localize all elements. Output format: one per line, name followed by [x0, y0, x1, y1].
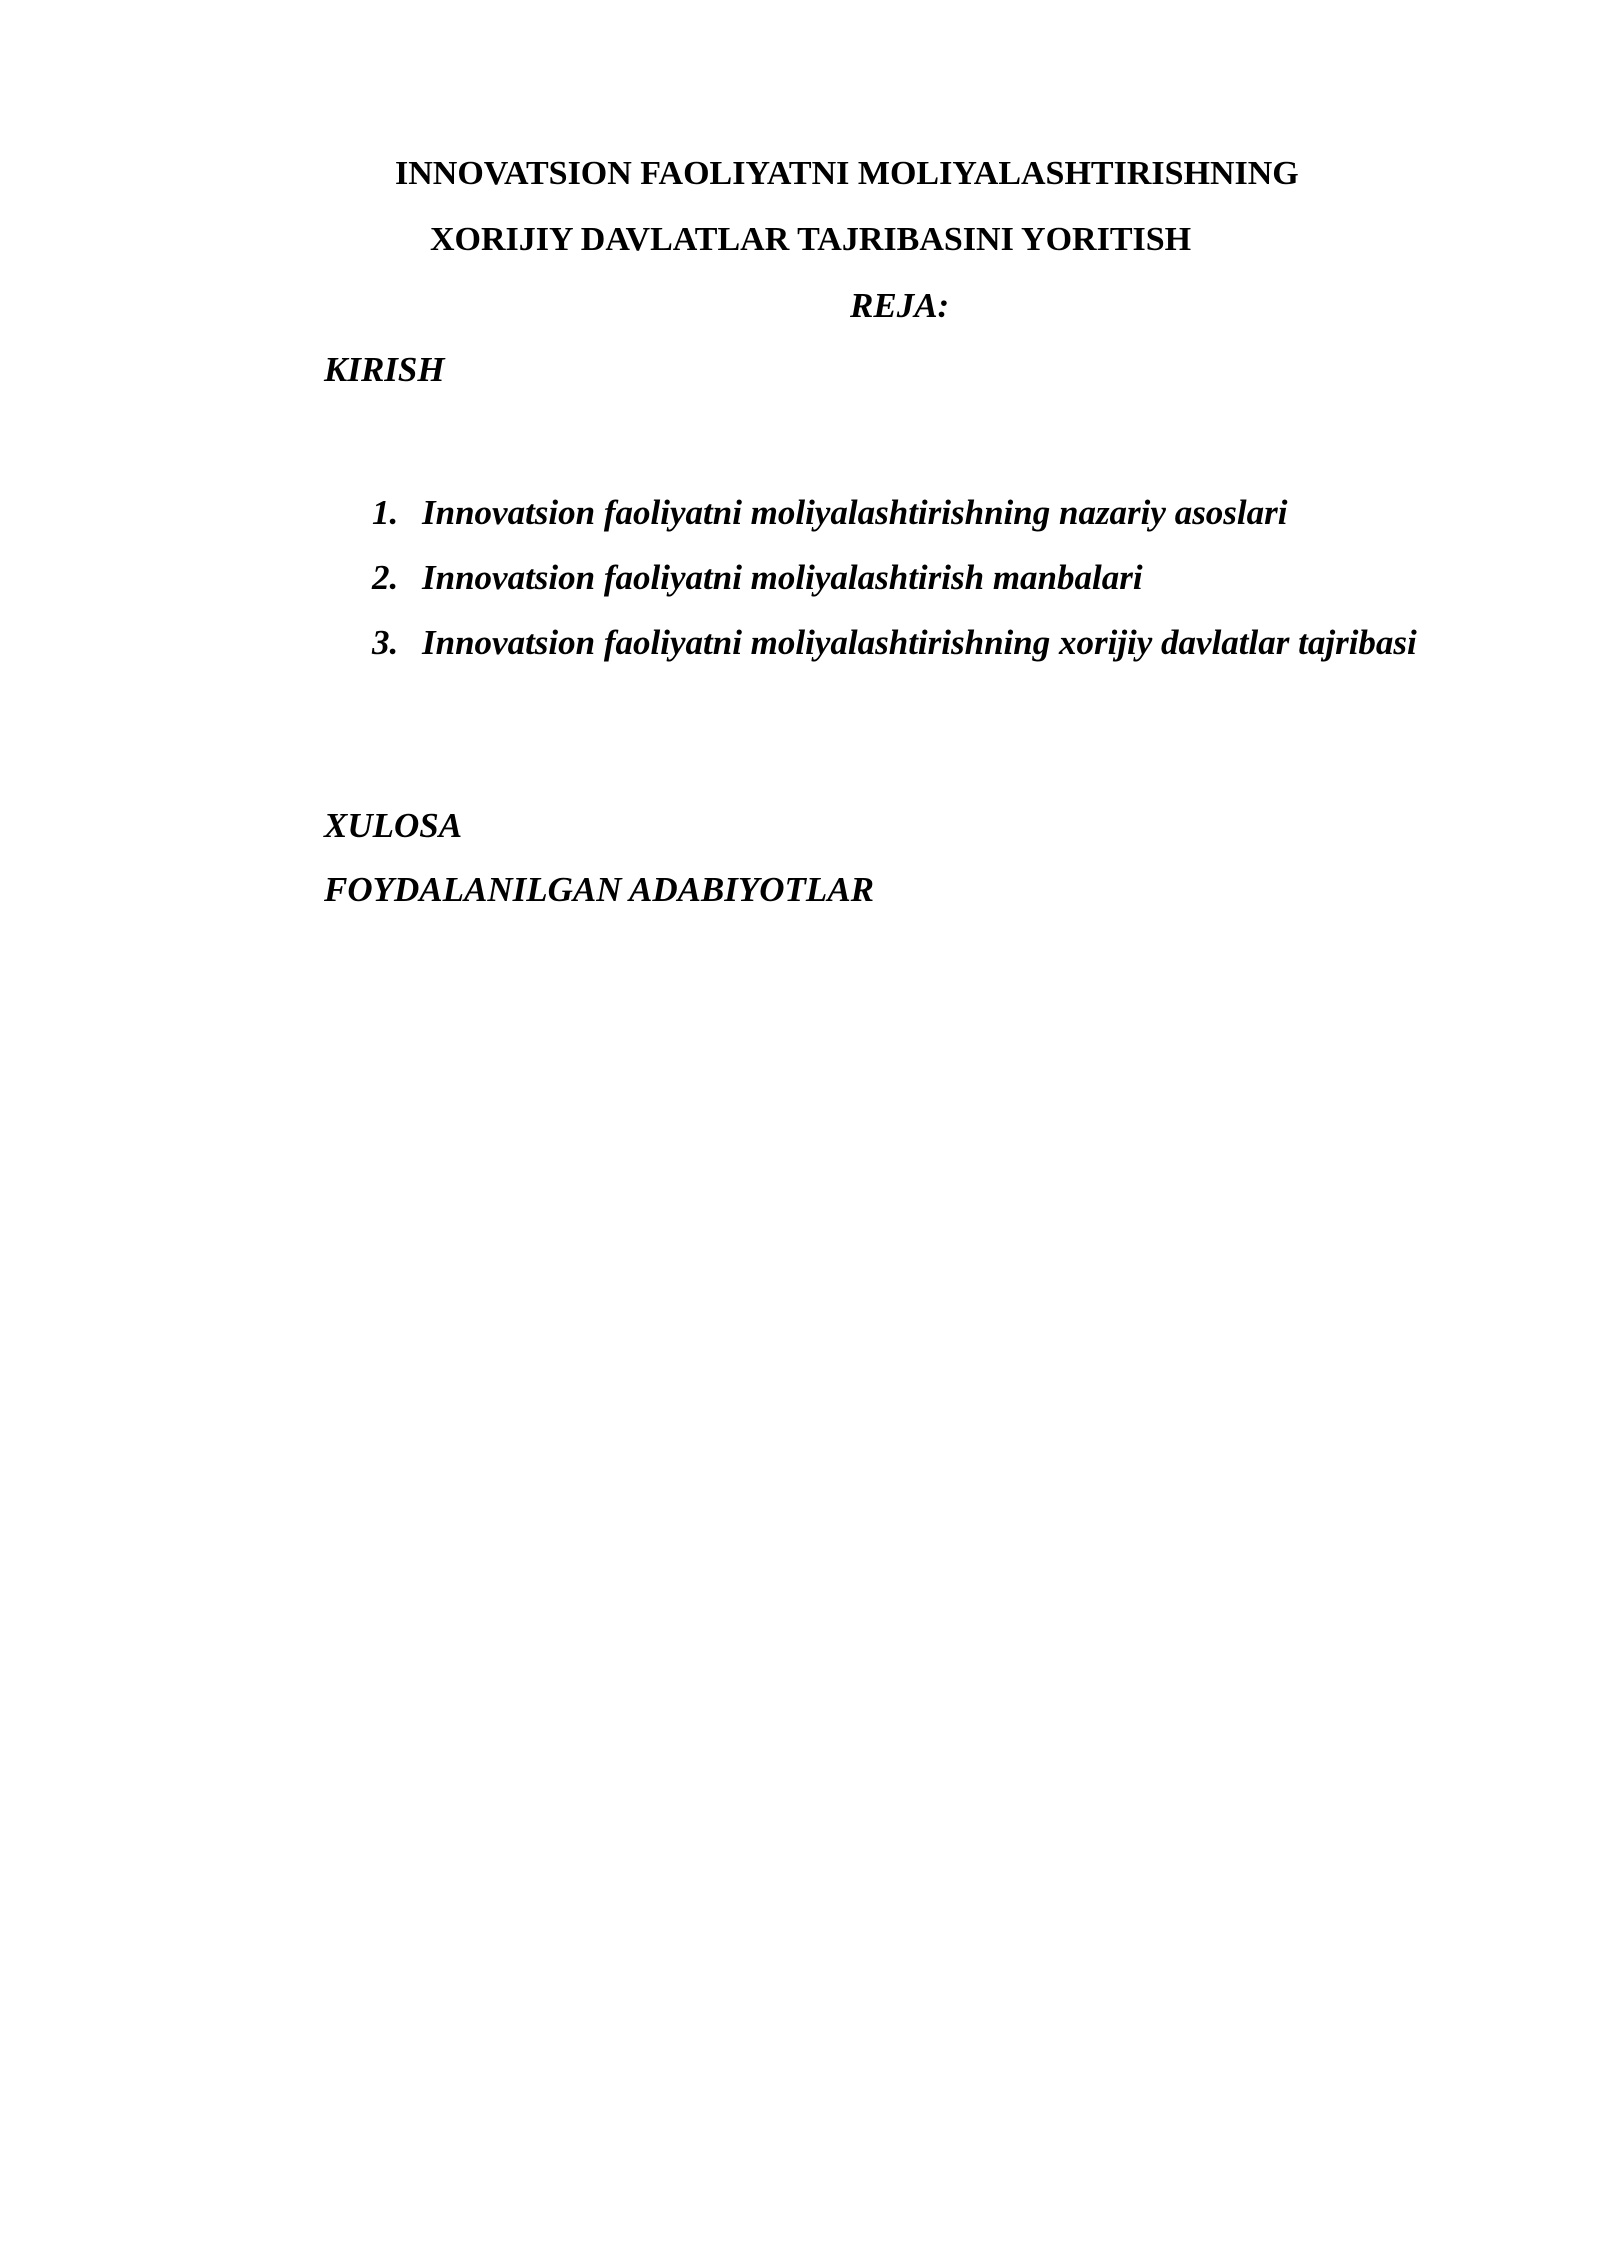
document-title-line-2: XORIJIY DAVLATLAR TAJRIBASINI YORITISH [430, 221, 1192, 258]
plan-list [324, 480, 1486, 675]
plan-item-number: 2. [372, 558, 399, 597]
references-heading: FOYDALANILGAN ADABIYOTLAR [324, 870, 875, 909]
plan-item-number: 3. [372, 623, 399, 662]
plan-item-number: 1. [372, 493, 399, 532]
plan-item-text: Innovatsion faoliyatni moliyalashtirishning nazariy asoslari [422, 493, 1288, 532]
plan-item [324, 545, 1486, 610]
introduction-heading: KIRISH [324, 350, 445, 389]
plan-item-text: Innovatsion faoliyatni moliyalashtirishning xorijiy davlatlar tajribasi [422, 623, 1417, 662]
plan-item-text: Innovatsion faoliyatni moliyalashtirish manbalari [422, 558, 1143, 597]
plan-item [324, 610, 1486, 675]
plan-heading: REJA: [850, 286, 950, 325]
conclusion-heading: XULOSA [324, 806, 463, 845]
plan-item [324, 480, 1486, 545]
document-title-line-1: INNOVATSION FAOLIYATNI MOLIYALASHTIRISHNING [395, 155, 1299, 192]
